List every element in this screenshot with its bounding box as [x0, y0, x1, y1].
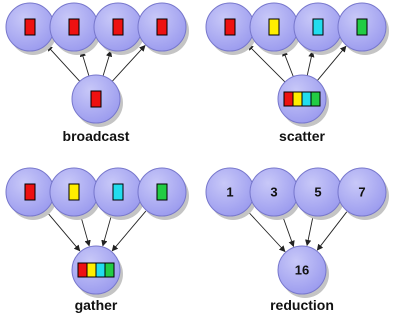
gather-node-2 — [50, 168, 101, 220]
reduction-label: reduction — [270, 297, 334, 313]
red-data-block — [113, 19, 123, 35]
broadcast-root-node — [72, 75, 123, 127]
cyan-data-block — [113, 184, 123, 200]
red-data-block — [78, 263, 87, 277]
broadcast-node-4 — [138, 3, 189, 55]
scatter-node-2 — [250, 3, 301, 55]
yellow-data-block — [269, 19, 279, 35]
reduction-node-2 — [250, 168, 301, 220]
red-data-block — [69, 19, 79, 35]
scatter-node-3 — [294, 3, 345, 55]
gather-label: gather — [74, 297, 118, 313]
red-data-block — [157, 19, 167, 35]
red-data-block — [91, 91, 101, 107]
node-value: 16 — [294, 262, 310, 278]
red-data-block — [225, 19, 235, 35]
green-data-block — [357, 19, 367, 35]
scatter-root-node — [278, 75, 329, 127]
broadcast-node-3 — [94, 3, 145, 55]
arrow — [283, 50, 294, 78]
yellow-data-block — [293, 92, 302, 106]
green-data-block — [311, 92, 320, 106]
arrow — [307, 216, 313, 245]
reduction-root-node — [278, 246, 329, 298]
green-data-block — [157, 184, 167, 200]
yellow-data-block — [87, 263, 96, 277]
green-data-block — [105, 263, 114, 277]
reduction-node-1 — [206, 168, 257, 220]
arrow — [307, 51, 313, 77]
scatter-node-1 — [206, 3, 257, 55]
gather-node-3 — [94, 168, 145, 220]
broadcast-label: broadcast — [62, 128, 130, 144]
node-value: 1 — [226, 184, 234, 200]
node-value: 7 — [358, 184, 366, 200]
arrow — [81, 216, 89, 246]
node-value: 3 — [270, 184, 278, 200]
broadcast-node-1 — [6, 3, 57, 55]
gather-node-4 — [138, 168, 189, 220]
red-data-block — [284, 92, 293, 106]
gather-root-node — [72, 246, 123, 298]
red-data-block — [25, 184, 35, 200]
cyan-data-block — [313, 19, 323, 35]
arrow — [282, 216, 293, 247]
yellow-data-block — [69, 184, 79, 200]
red-data-block — [25, 19, 35, 35]
node-value: 5 — [314, 184, 322, 200]
gather-node-1 — [6, 168, 57, 220]
scatter-label: scatter — [279, 128, 325, 144]
arrow — [102, 51, 110, 78]
arrow — [103, 216, 111, 246]
reduction-node-3 — [294, 168, 345, 220]
arrow — [81, 51, 89, 78]
broadcast-node-2 — [50, 3, 101, 55]
cyan-data-block — [302, 92, 311, 106]
cyan-data-block — [96, 263, 105, 277]
reduction-node-4 — [338, 168, 389, 220]
